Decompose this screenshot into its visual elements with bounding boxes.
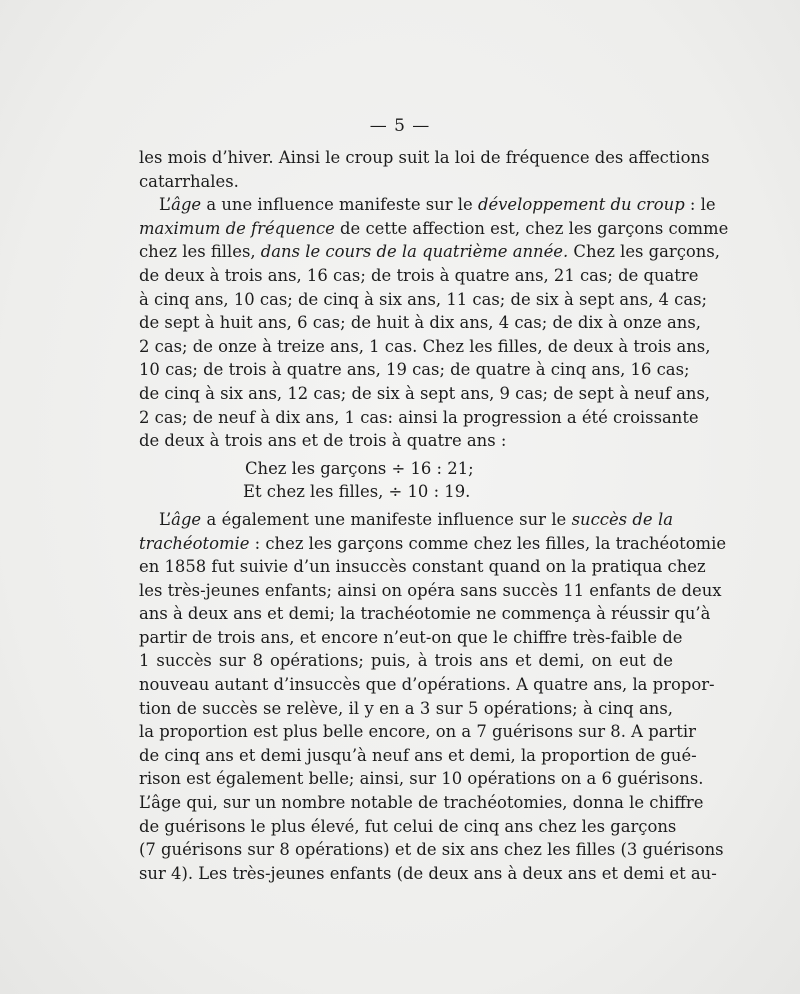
text-line: rison est également belle; ainsi, sur 10 opérations on a 6 guérisons. [139,769,704,789]
text-line [139,532,727,556]
text-run: a une influence manifeste sur le [201,195,478,215]
page-number: — 5 — [369,116,431,136]
emphasis-success: succès de la [571,509,673,529]
text-run: : chez les garçons comme chez les filles, la trachéotomie [249,533,727,553]
text-line [139,217,729,241]
emphasis-age: âge [171,195,202,215]
emphasis-development: développement du croup [477,195,685,215]
body-text [139,146,729,885]
text-line: 2 cas; de neuf à dix ans, 1 cas: ainsi la progression a été croissante [139,407,699,427]
formula-girls: Et chez les filles, ÷ 10 : 19. [243,482,471,502]
text-line: de cinq à six ans, 12 cas; de six à sept ans, 9 cas; de sept à neuf ans, [139,383,711,403]
text-run: Chez les garçons, [568,242,720,262]
text-line: de cinq ans et demi jusqu’à neuf ans et demi, la proportion de gué- [139,745,697,765]
text-line: tion de succès se relève, il y en a 3 sur 5 opérations; à cinq ans, [139,698,673,718]
text-line: (7 guérisons sur 8 opérations) et de six ans chez les filles (3 guérisons [139,840,724,860]
text-line: nouveau autant d’insuccès que d’opérations. A quatre ans, la propor- [139,675,715,695]
text-line: de sept à huit ans, 6 cas; de huit à dix ans, 4 cas; de dix à onze ans, [139,313,701,333]
text-line: la proportion est plus belle encore, on a 7 guérisons sur 8. A partir [139,722,696,742]
text-line: partir de trois ans, et encore n’eut-on que le chiffre très-faible de [139,627,683,647]
text-line: L’âge qui, sur un nombre notable de trachéotomies, donna le chiffre [139,793,704,813]
formula-boys: Chez les garçons ÷ 16 : 21; [245,458,474,478]
text-run: L’ [159,509,172,529]
text-line [139,193,716,217]
emphasis-maximum: maximum de fréquence [139,218,335,238]
emphasis-age: âge [171,509,202,529]
text-run: L’ [159,195,172,215]
text-line [139,508,673,532]
text-run: : le [684,195,716,215]
text-run: a également une manifeste influence sur le [201,509,572,529]
text-line: de deux à trois ans et de trois à quatre ans : [139,431,507,451]
text-line: ans à deux ans et demi; la trachéotomie ne commença à réussir qu’à [139,604,711,624]
emphasis-fourth-year: dans le cours de la quatrième année. [260,242,569,262]
emphasis-tracheotomy: trachéotomie [139,533,250,553]
text-line: en 1858 fut suivie d’un insuccès constant quand on la pratiqua chez [139,557,706,577]
text-line: 2 cas; de onze à treize ans, 1 cas. Chez les filles, de deux à trois ans, [139,336,711,356]
text-line: les mois d’hiver. Ainsi le croup suit la loi de fréquence des affections [139,148,710,167]
text-line: 1 succès sur 8 opérations; puis, à trois ans et demi, on eut de [139,651,673,671]
text-line: à cinq ans, 10 cas; de cinq à six ans, 11 cas; de six à sept ans, 4 cas; [139,289,708,309]
text-run: chez les filles, [139,242,261,262]
text-line: les très-jeunes enfants; ainsi on opéra sans succès 11 enfants de deux [139,580,722,600]
text-line: catarrhales. [139,171,239,191]
text-line: de deux à trois ans, 16 cas; de trois à quatre ans, 21 cas; de quatre [139,265,699,285]
text-line: sur 4). Les très-jeunes enfants (de deux ans à deux ans et demi et au- [139,863,717,883]
text-line: de guérisons le plus élevé, fut celui de cinq ans chez les garçons [139,816,677,836]
text-line: 10 cas; de trois à quatre ans, 19 cas; de quatre à cinq ans, 16 cas; [139,360,690,380]
text-run: de cette affection est, chez les garçons comme [334,218,729,238]
text-line [139,240,720,264]
